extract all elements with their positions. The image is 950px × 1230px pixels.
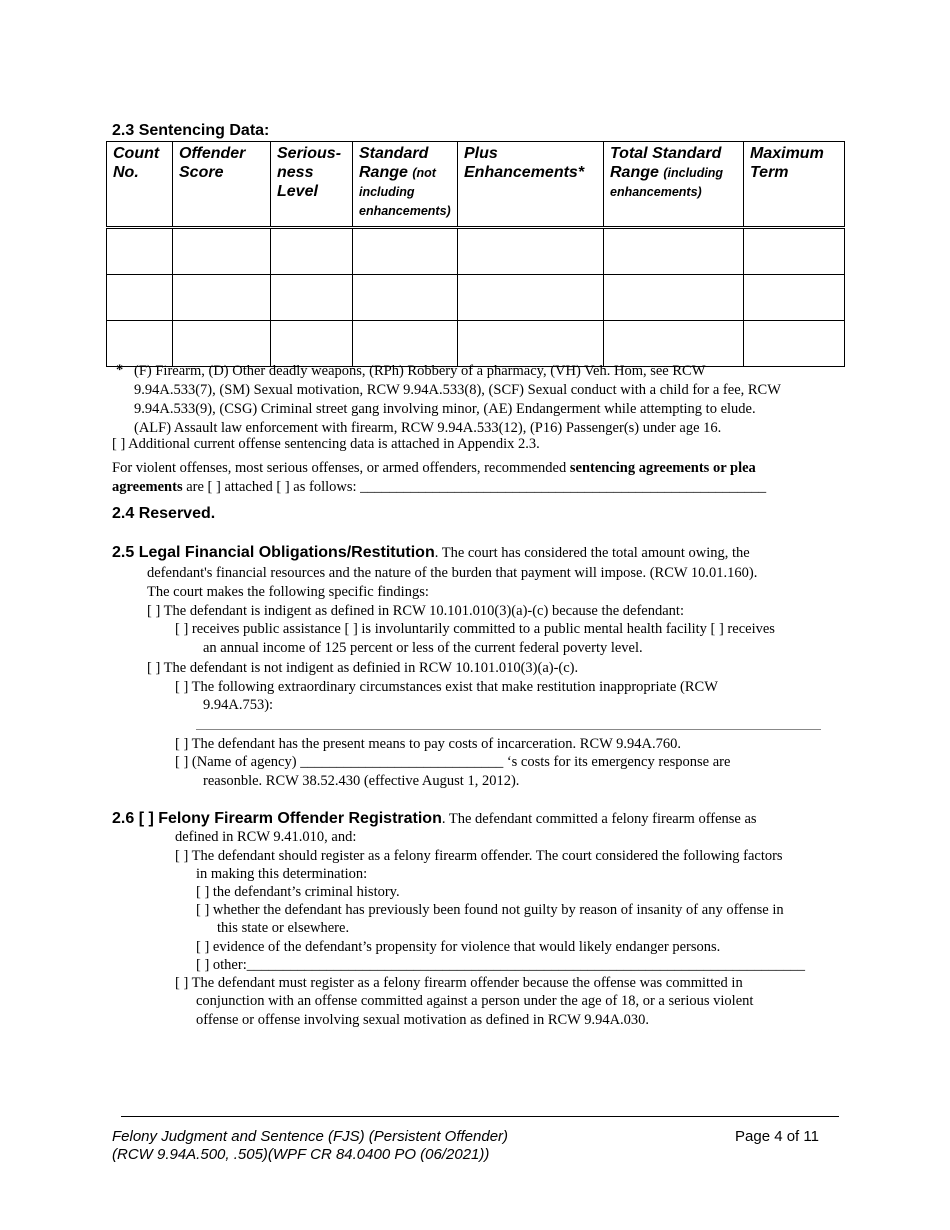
table-cell[interactable] <box>353 275 458 321</box>
section-2-3-heading: 2.3 Sentencing Data: <box>112 122 270 139</box>
table-row <box>107 321 845 367</box>
must-register-checkbox[interactable]: [ ] The defendant must register as a felony firearm offender because the offense was committed in <box>175 975 743 991</box>
incarceration-costs-checkbox[interactable]: [ ] The defendant has the present means to pay costs of incarceration. RCW 9.94A.760. <box>175 736 682 752</box>
factor-insanity-checkbox[interactable]: [ ] whether the defendant has previously been found not guilty by reason of insanity of any offense in <box>196 902 784 918</box>
agency-costs-checkbox[interactable]: [ ] (Name of agency) ____________________________ ‘s costs for its emergency response are <box>175 754 731 770</box>
section-2-6-intro: 2.6 [ ] Felony Firearm Offender Registration. The defendant committed a felony firearm offense as <box>112 810 757 827</box>
indigent-checkbox[interactable]: [ ] The defendant is indigent as defined in RCW 10.101.010(3)(a)-(c) because the defendant: <box>147 603 684 619</box>
table-header-row <box>107 142 845 228</box>
table-cell[interactable] <box>353 228 458 275</box>
section-2-5-intro: 2.5 Legal Financial Obligations/Restitution. The court has considered the total amount owing, the <box>112 544 750 561</box>
table-cell[interactable] <box>458 321 604 367</box>
table-cell[interactable] <box>604 228 744 275</box>
table-cell[interactable] <box>604 275 744 321</box>
table-cell[interactable] <box>458 228 604 275</box>
plea-agreements-field[interactable]: are [ ] attached [ ] as follows: ________________________________________________________ <box>182 479 767 495</box>
section-2-6-heading[interactable]: 2.6 [ ] Felony Firearm Offender Registration <box>112 810 442 827</box>
circumstances-input-line[interactable] <box>196 729 821 730</box>
factor-other-checkbox[interactable]: [ ] other:_____________________________________________________________________________ <box>196 957 805 973</box>
table-row <box>107 228 845 275</box>
table-cell[interactable] <box>173 228 271 275</box>
table-cell[interactable] <box>271 321 353 367</box>
table-cell[interactable] <box>744 275 845 321</box>
factor-violence-checkbox[interactable]: [ ] evidence of the defendant’s propensity for violence that would likely endanger persons. <box>196 939 721 955</box>
col-count-no: Count No. <box>107 142 173 228</box>
table-cell[interactable] <box>604 321 744 367</box>
col-maximum-term: Maximum Term <box>744 142 845 228</box>
table-cell[interactable] <box>173 275 271 321</box>
page-number: Page 4 of 11 <box>735 1128 819 1145</box>
not-indigent-checkbox[interactable]: [ ] The defendant is not indigent as definied in RCW 10.101.010(3)(a)-(c). <box>147 660 579 676</box>
table-cell[interactable] <box>744 321 845 367</box>
section-2-4-heading: 2.4 Reserved. <box>112 505 216 522</box>
appendix-checkbox-line[interactable]: [ ] Additional current offense sentencing data is attached in Appendix 2.3. <box>112 436 540 452</box>
table-cell[interactable] <box>271 275 353 321</box>
table-cell[interactable] <box>107 321 173 367</box>
table-cell[interactable] <box>271 228 353 275</box>
should-register-checkbox[interactable]: [ ] The defendant should register as a felony firearm offender. The court considered the following factors <box>175 848 783 864</box>
section-2-5-heading: 2.5 Legal Financial Obligations/Restitution <box>112 544 435 561</box>
table-cell[interactable] <box>458 275 604 321</box>
plea-agreements-text: For violent offenses, most serious offenses, or armed offenders, recommended sentencing agreements or plea agreements are [ ] attached [ ] as follows: ________________________________________________________ <box>112 460 767 495</box>
col-total-standard-range: Total Standard Range (including enhancements) <box>604 142 744 228</box>
table-cell[interactable] <box>353 321 458 367</box>
footer-form-title: Felony Judgment and Sentence (FJS) (Persistent Offender) (RCW 9.94A.500, .505)(WPF CR 84.0400 PO (06/2021)) <box>112 1128 509 1163</box>
table-cell[interactable] <box>107 275 173 321</box>
enhancement-footnote: (F) Firearm, (D) Other deadly weapons, (RPh) Robbery of a pharmacy, (VH) Veh. Hom, see RCW 9.94A.533(7), (SM) Sexual motivation, RCW 9.94A.533(8), (SCF) Sexual conduct with a child for a fee, RCW 9.94A.533(9), (CSG) Criminal street gang involving minor, (AE) Endangerment while attempting to elude. (ALF) Assault law enforcement with firearm, RCW 9.94A.533(12), (P16) Passenger(s) under age 16. <box>134 363 781 436</box>
extraordinary-circumstances-checkbox[interactable]: [ ] The following extraordinary circumstances exist that make restitution inappropriate (RCW <box>175 679 718 695</box>
public-assistance-checkboxes[interactable]: [ ] receives public assistance [ ] is involuntarily committed to a public mental health facility [ ] receives <box>175 621 775 637</box>
table-cell[interactable] <box>173 321 271 367</box>
col-seriousness-level: Serious-ness Level <box>271 142 353 228</box>
factor-criminal-history-checkbox[interactable]: [ ] the defendant’s criminal history. <box>196 884 400 900</box>
footer-divider <box>121 1116 839 1117</box>
col-offender-score: Offender Score <box>173 142 271 228</box>
col-standard-range: Standard Range (not including enhancements) <box>353 142 458 228</box>
table-cell[interactable] <box>744 228 845 275</box>
table-row <box>107 275 845 321</box>
col-plus-enhancements: Plus Enhancements* <box>458 142 604 228</box>
table-cell[interactable] <box>107 228 173 275</box>
footnote-star: * <box>116 362 124 378</box>
sentencing-data-table <box>106 141 845 367</box>
